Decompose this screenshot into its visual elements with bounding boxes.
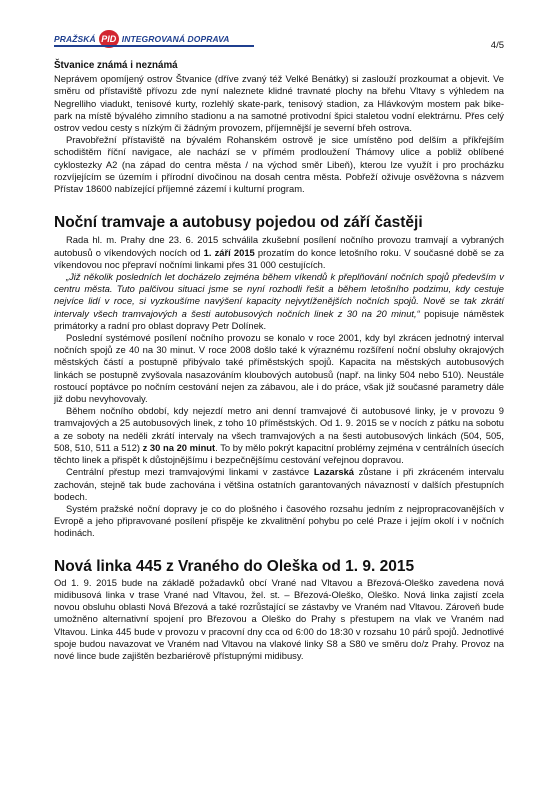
text-run: prozatím do konce letošního roku. V současné době se za víkendovou noc přepraví nočními linkami přes 31 000 cestujících. — [54, 246, 504, 270]
text-run: zůstane i při zkráceném intervalu zachován, stejně tak bude zachována i většina ostatních garantovaných návazností v dalších přestupních bodech. — [54, 466, 504, 502]
text-run: popisuje náměstek primátorky a radní pro oblast dopravy Petr Dolínek. — [54, 307, 504, 331]
quote-paragraph — [54, 271, 504, 332]
date-highlight: 1. září 2015 — [203, 246, 255, 258]
logo-text-right: INTEGROVANÁ DOPRAVA — [121, 34, 230, 44]
logo-underline — [54, 45, 254, 47]
page-header — [54, 28, 504, 52]
logo-mark: PID — [101, 34, 117, 44]
paragraph: Pravobřežní přístaviště na bývalém Rohanském ostrově je sice umístěno pod delším a příkřejším schodištěm říční navigace, ale nachází se v přímém prodloužení Thámovy ulice a pobliž oblíbené cyklostezky A2 (na západ do centra města / na východ směr Libeň), kterou lze využít i pro procházku rozvíjejícím se územím i přírodní divočinou na dosah centra města. Pobřeží oživuje osvěžovna s názvem Přístav 18600 nabízející příjemné zázemí i kulturní program. — [54, 134, 504, 195]
paragraph — [54, 466, 504, 503]
interval-highlight: z 30 na 20 minut — [142, 441, 216, 453]
text-run: Během nočního období, kdy nejezdí metro ani denní tramvajové či autobusové linky, je v provozu 9 tramvajových a 25 autobusových linek, z toho 10 příměstských. Od 1. 9. 2015 se v nocích z pátku na sobotu a ze soboty na neděli zkrátí intervaly na všech tramvajových a na šesti autobusových linkách (504, 505, 508, 510, 511 a 512) — [54, 405, 504, 453]
stop-name-highlight: Lazarská — [313, 466, 355, 478]
text-run: Centrální přestup mezi tramvajovými linkami v zastávce — [66, 466, 314, 478]
paragraph — [54, 234, 504, 271]
paragraph — [54, 405, 504, 466]
section-title-line-445: Nová linka 445 z Vraného do Oleška od 1. 9. 2015 — [54, 557, 415, 575]
document-body — [54, 60, 504, 662]
text-run: . To by mělo pokrýt kapacitní problémy zejména v centrálních úsecích těchto linek a přispět k důstojnějšímu i bezpečnějšímu cestování veřejnou dopravou. — [54, 441, 504, 466]
section-title-night-transport: Noční tramvaje a autobusy pojedou od září častěji — [54, 214, 423, 232]
page-number: 4/5 — [490, 40, 504, 51]
section-subtitle-stvanice: Štvanice známá i neznámá — [54, 60, 178, 71]
logo-text-left: PRAŽSKÁ — [54, 34, 96, 44]
paragraph: Poslední systémové posílení nočního provozu se konalo v roce 2001, kdy byl zkrácen jednotný interval nočních spojů ze 40 na 30 minut. V roce 2008 došlo také k výraznému rozšíření noční obsluhy okrajových městských částí a postupně přibývalo také příměstských spojů. Kapacita na městských autobusových linkách se postupně zvyšovala nasazováním kloubových autobusů (např. na linky 504 nebo 510). Neustále rostoucí poptávce po nočním cestování nejen za zábavou, ale i do práce, však již současné parametry dále již dobu nevyhovovaly. — [54, 332, 504, 405]
quote: „Již několik posledních let docházelo zejména během víkendů k přeplňování nočních spojů především v centru města. Tuto palčivou situaci jsme se nyní rozhodli řešit a během letošního podzimu, kdy cestuje nejvíce lidí v roce, si vyzkoušíme navýšení kapacity nejvytíženějších nočních spojů. Nově se tak zkrátí intervaly všech tramvajových a šesti autobusových nočních linek z 30 na 20 minut,“ — [54, 271, 504, 319]
paragraph: Systém pražské noční dopravy je co do plošného i časového rozsahu jedním z nejpropracovanějších v Evropě a jeho připravované posílení přispěje ke zkvalitnění pohybu po celé Praze i jejím okolí i v nočních hodinách. — [54, 502, 504, 539]
paragraph: Od 1. 9. 2015 bude na základě požadavků obcí Vrané nad Vltavou a Březová-Oleško zavedena nová midibusová linka v trase Vrané nad Vltavou, žel. st. – Březová-Oleško, Oleško. Nová linka zajistí zcela novou obsluhu oblasti Nová Březová a také rozrůstající se zástavby ve Vraném nad Vltavou. Zároveň bude umožněno alternativní spojení pro Březovou a Oleško do Prahy s přestupem na vlak ve Vraném nad Vltavou. Linka 445 bude v provozu v pracovní dny cca od 6:00 do 18:30 v rozsahu 10 párů spojů. Jednotlivé spoje budou navazovat ve Vraném nad Vltavou na vlakové linky S8 a S80 ve směru do/z Prahy. Provoz na nové lince bude zajištěn bezbariérově přístupnými midibusy. — [54, 576, 504, 661]
paragraph: Neprávem opomíjený ostrov Štvanice (dříve zvaný též Velké Benátky) si zaslouží prozkoumat a objevit. Ve směru od přístaviště přívozu zde nyní naleznete klidné travnaté plochy na břehu Vltavy s výhledem na Negrelliho viadukt, tenisové kurty, rozlehlý skate-park, tenisový stadion, za Hlávkovým mostem pak bike-park na místě bývalého zimního stadionu a na samotné protivodní špici staletou vodní elektrárnu. Přes celý ostrov vedou cesty s nízkým či žádným provozem, příjemnější je severní břeh ostrova. — [54, 73, 504, 134]
text-run: Rada hl. m. Prahy dne 23. 6. 2015 schválila zkušební posílení nočního provozu tramvají a vybraných autobusů o víkendových nocích od — [54, 234, 504, 258]
